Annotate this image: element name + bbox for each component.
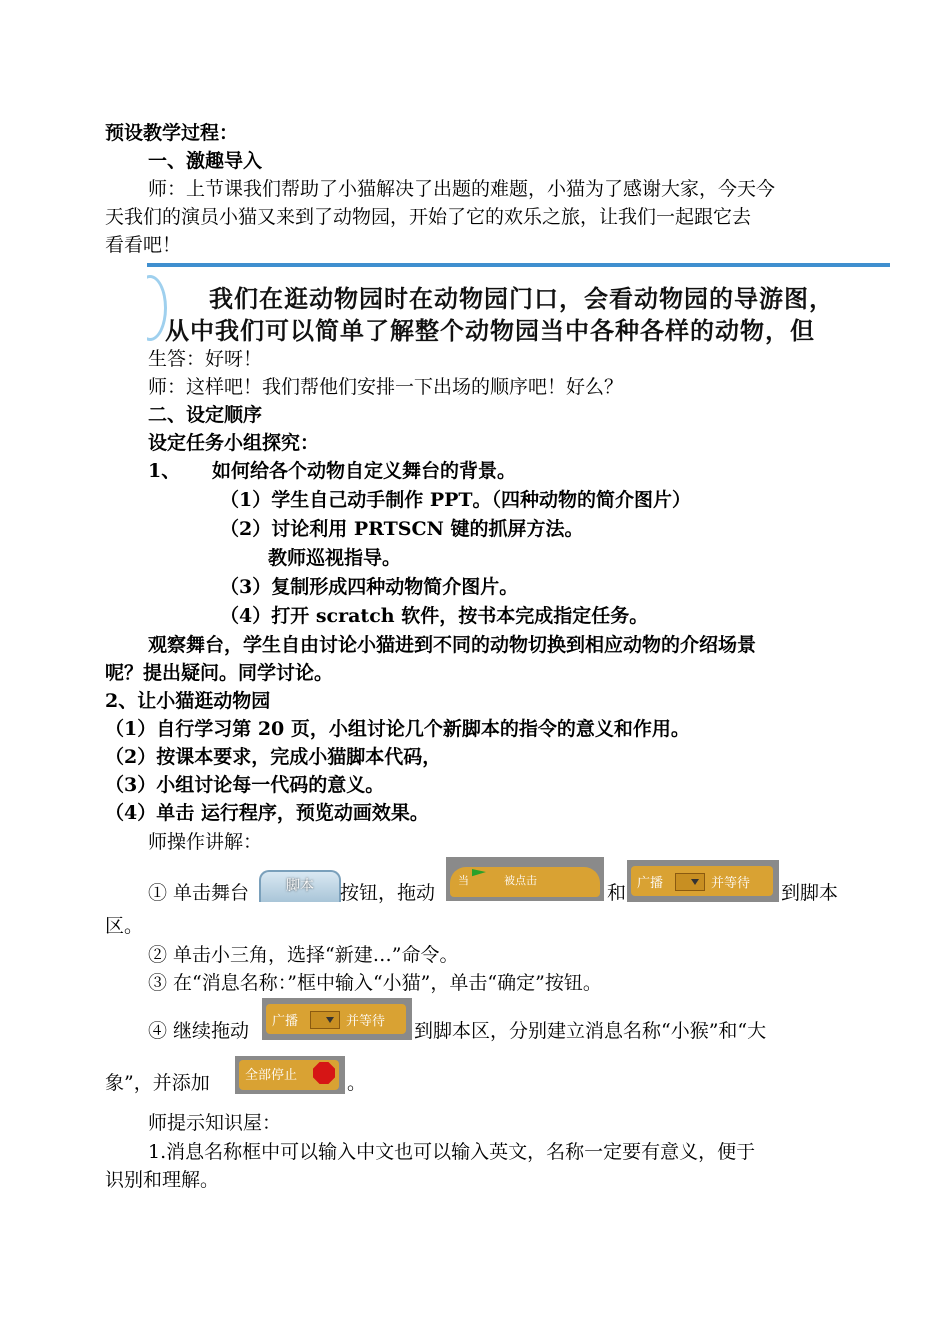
sub-item-note: 教师巡视指导。 (268, 547, 402, 569)
hat-clicked-label: 被点击 (504, 874, 537, 887)
step3-text: ③ 在“消息名称：”框中输入“小猫”，单击“确定”按钮。 (148, 972, 602, 994)
dropdown-arrow-icon (675, 873, 705, 891)
step2-text: ② 单击小三角，选择“新建…”命令。 (148, 944, 459, 966)
step4-text: ④ 继续拖动 (148, 1020, 250, 1042)
section-heading: 预设教学过程： (105, 122, 239, 144)
stop-all-label: 全部停止 (245, 1068, 298, 1083)
dropdown-arrow-icon (310, 1011, 340, 1029)
broadcast-and-wait-block-image (627, 860, 779, 902)
stop-all-block-image (235, 1056, 345, 1094)
when-flag-clicked-block-image (446, 857, 604, 901)
observe-line: 呢？提出疑问。同学讨论。 (105, 662, 334, 684)
hat-when-label: 当 (458, 874, 469, 887)
tip-line: 识别和理解。 (105, 1169, 220, 1191)
step4-text: 。 (347, 1072, 367, 1094)
student-answer: 生答：好呀！ (148, 348, 263, 370)
paragraph-line: 看看吧！ (105, 234, 182, 256)
item2-step: （3）小组讨论每一代码的意义。 (105, 774, 385, 796)
slide-text-line: 从中我们可以简单了解整个动物园当中各种各样的动物，但 (165, 317, 815, 345)
decorative-ring-icon (147, 275, 167, 341)
step4-text: 到脚本区，分别建立消息名称“小猴”和“大 (414, 1020, 767, 1042)
embedded-slide-screenshot (147, 263, 890, 345)
item1-number: 1、 (148, 460, 181, 482)
paragraph-line: 师：上节课我们帮助了小猫解决了出题的难题，小猫为了感谢大家，今天今 (148, 178, 776, 200)
broadcast-label: 广播 (272, 1014, 299, 1029)
and-wait-label: 并等待 (346, 1014, 386, 1029)
sub-item: （1）学生自己动手制作 PPT。（四种动物的简介图片） (220, 489, 692, 511)
item2-title: 2、让小猫逛动物园 (105, 690, 271, 712)
paragraph-line: 天我们的演员小猫又来到了动物园，开始了它的欢乐之旅，让我们一起跟它去 (105, 206, 752, 228)
broadcast-and-wait-block-image (262, 998, 412, 1040)
step1-text: ① 单击舞台 (148, 882, 250, 904)
sub-item: （3）复制形成四种动物简介图片。 (220, 576, 519, 598)
observe-line: 观察舞台，学生自由讨论小猫进到不同的动物切换到相应动物的介绍场景 (148, 634, 757, 656)
item2-step: （4）单击 运行程序，预览动画效果。 (105, 802, 429, 824)
tip-title: 师提示知识屋： (148, 1112, 282, 1134)
scripts-tab-image: 脚本 (259, 870, 341, 902)
slide-text-line: 我们在逛动物园时在动物园门口，会看动物园的导游图， (209, 285, 834, 313)
operation-title: 师操作讲解： (148, 831, 263, 853)
item2-step: （1）自行学习第 20 页，小组讨论几个新脚本的指令的意义和作用。 (105, 718, 690, 740)
step1-text: 和 (607, 882, 627, 904)
step1-text: 区。 (105, 915, 144, 937)
step1-text: 按钮，拖动 (340, 882, 436, 904)
task-title: 设定任务小组探究： (148, 432, 320, 454)
section2-title: 二、设定顺序 (148, 404, 263, 426)
step1-text: 到脚本 (781, 882, 839, 904)
teacher-line: 师：这样吧！我们帮他们安排一下出场的顺序吧！好么？ (148, 376, 624, 398)
stop-sign-icon (313, 1062, 335, 1084)
sub-item: （2）讨论利用 PRTSCN 键的抓屏方法。 (220, 518, 584, 540)
step4-text: 象”，并添加 (105, 1072, 210, 1094)
sub-item: （4）打开 scratch 软件，按书本完成指定任务。 (220, 605, 649, 627)
section1-title: 一、激趣导入 (148, 150, 263, 172)
item2-step: （2）按课本要求，完成小猫脚本代码， (105, 746, 442, 768)
item1-text: 如何给各个动物自定义舞台的背景。 (212, 460, 517, 482)
tip-line: 1.消息名称框中可以输入中文也可以输入英文，名称一定要有意义，便于 (148, 1141, 756, 1163)
broadcast-label: 广播 (637, 876, 664, 891)
and-wait-label: 并等待 (711, 876, 751, 891)
